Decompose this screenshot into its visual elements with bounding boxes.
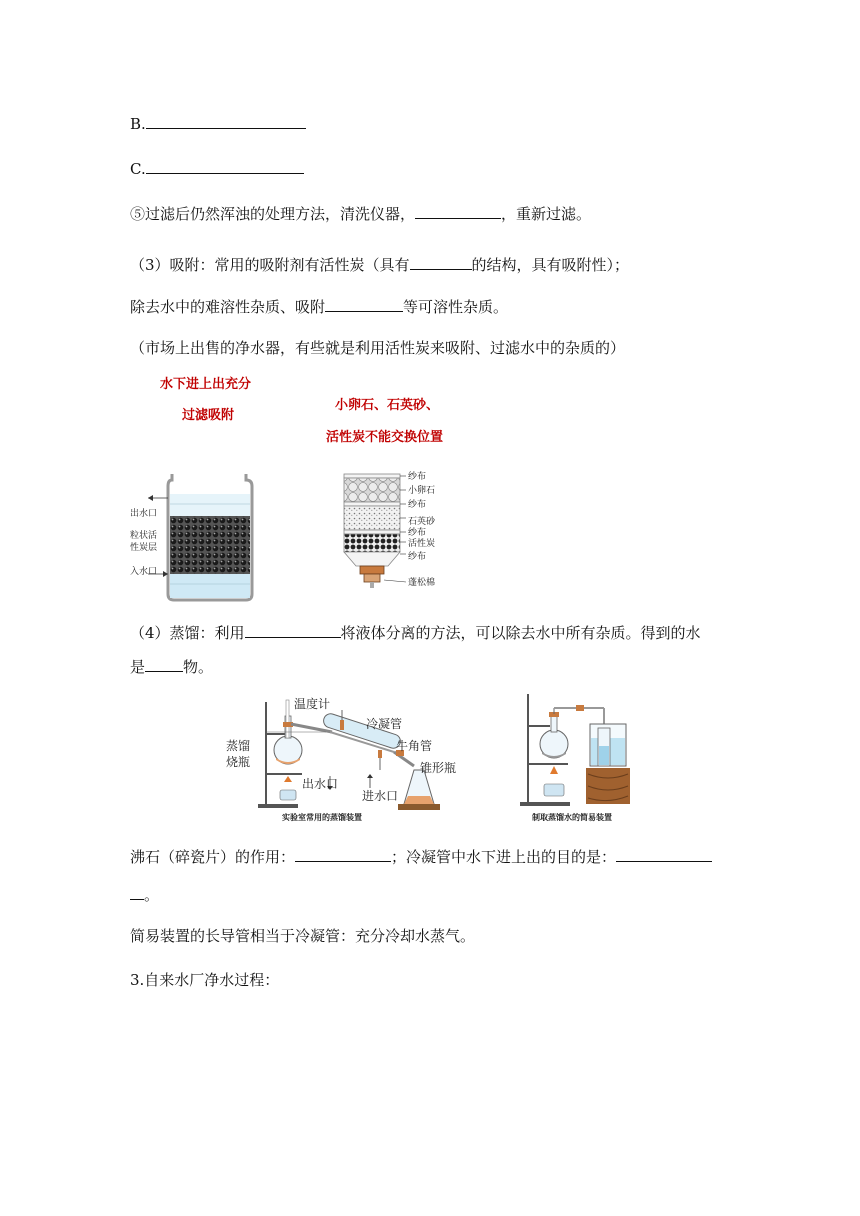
distillation-text: （4）蒸馏：利用: [130, 624, 245, 642]
label-condenser: 冷凝管: [366, 717, 403, 731]
blank-boiling-chips[interactable]: [295, 846, 391, 862]
lab-distillation-diagram: [222, 692, 478, 824]
option-c-line: [130, 158, 304, 179]
blank-adsorb[interactable]: [325, 296, 403, 312]
distillation-text-2-end: 物。: [183, 658, 214, 676]
label-cotton: 蓬松棉: [408, 578, 436, 588]
condenser-purpose-text: ；冷凝管中水下进上出的目的是：: [391, 848, 617, 866]
label-flask-1: 蒸馏: [226, 739, 251, 753]
simple-distillation-diagram: [518, 692, 650, 824]
label-carbon: 活性炭: [408, 539, 436, 549]
adsorption-line: [130, 254, 629, 275]
filter-turbid-text: ⑤过滤后仍然浑浊的处理方法，清洗仪器，: [130, 205, 416, 223]
label-carbon-1: 粒状活: [130, 531, 158, 541]
label-outlet: 出水口: [130, 509, 158, 519]
label-gauze-1: 纱布: [408, 472, 427, 482]
label-pebble: 小卵石: [408, 486, 436, 496]
note-inlet-outlet: 水下进上出充分: [160, 377, 252, 392]
market-purifier-note: （市场上出售的净水器，有些就是利用活性炭来吸附、过滤水中的杂质的）: [130, 339, 626, 357]
label-thermometer: 温度计: [294, 697, 331, 711]
blank-filter[interactable]: [415, 203, 501, 219]
boiling-chips-end: 。: [144, 886, 160, 904]
label-gauze-3: 纱布: [408, 528, 427, 538]
label-adapter: 牛角管: [396, 739, 433, 753]
label-gauze-2: 纱布: [408, 500, 427, 510]
option-c-prefix: C.: [130, 160, 146, 178]
label-flask-2: 烧瓶: [226, 755, 251, 769]
filter-turbid-text-end: ，重新过滤。: [501, 205, 592, 223]
blank-substance[interactable]: [145, 656, 183, 672]
label-water-in: 进水口: [362, 789, 399, 803]
purifier-diagram: [128, 468, 258, 603]
simple-apparatus-note: 简易装置的长导管相当于冷凝管：充分冷却水蒸气。: [130, 927, 476, 945]
section-3-heading: 3.自来水厂净水过程：: [130, 971, 280, 989]
caption-lab-distillation: 实验室常用的蒸馏装置: [282, 813, 362, 822]
filter-turbid-line: [130, 203, 591, 224]
caption-simple-distillation: 制取蒸馏水的简易装置: [532, 813, 612, 822]
distillation-line: [130, 622, 701, 643]
adsorption-text-2: 除去水中的难溶性杂质、吸附: [130, 298, 326, 316]
note-materials: 小卵石、石英砂、: [335, 398, 440, 413]
note-no-swap: 活性炭不能交换位置: [326, 430, 444, 445]
boiling-chips-line: [130, 846, 712, 867]
layered-filter-diagram: [338, 472, 468, 590]
option-b-line: [130, 113, 306, 134]
blank-structure[interactable]: [410, 254, 472, 270]
label-gauze-4: 纱布: [408, 552, 427, 562]
distillation-text-2: 是: [130, 658, 146, 676]
label-carbon-2: 性炭层: [130, 543, 158, 553]
blank-boiling-point[interactable]: [245, 622, 341, 638]
blank-c[interactable]: [146, 158, 304, 174]
option-b-prefix: B.: [130, 115, 146, 133]
adsorption-text-end: 的结构，具有吸附性）；: [471, 256, 630, 274]
label-conical-flask: 锥形瓶: [420, 761, 457, 775]
adsorption-line-2: [130, 296, 508, 317]
note-filter-adsorb: 过滤吸附: [182, 408, 235, 423]
distillation-text-end: 将液体分离的方法，可以除去水中所有杂质。得到的水: [340, 624, 701, 642]
boiling-chips-text: 沸石（碎瓷片）的作用：: [130, 848, 296, 866]
adsorption-text: （3）吸附：常用的吸附剂有活性炭（具有: [130, 256, 410, 274]
adsorption-text-2-end: 等可溶性杂质。: [403, 298, 509, 316]
blank-condenser-purpose[interactable]: [616, 846, 712, 862]
label-inlet: 入水口: [130, 567, 158, 577]
blank-b[interactable]: [146, 113, 306, 129]
distillation-line-2: [130, 656, 213, 677]
label-water-out: 出水口: [302, 777, 339, 791]
blank-condenser-purpose-cont[interactable]: [130, 884, 144, 900]
label-sand: 石英砂: [408, 517, 436, 527]
boiling-chips-line-2: [130, 884, 159, 905]
